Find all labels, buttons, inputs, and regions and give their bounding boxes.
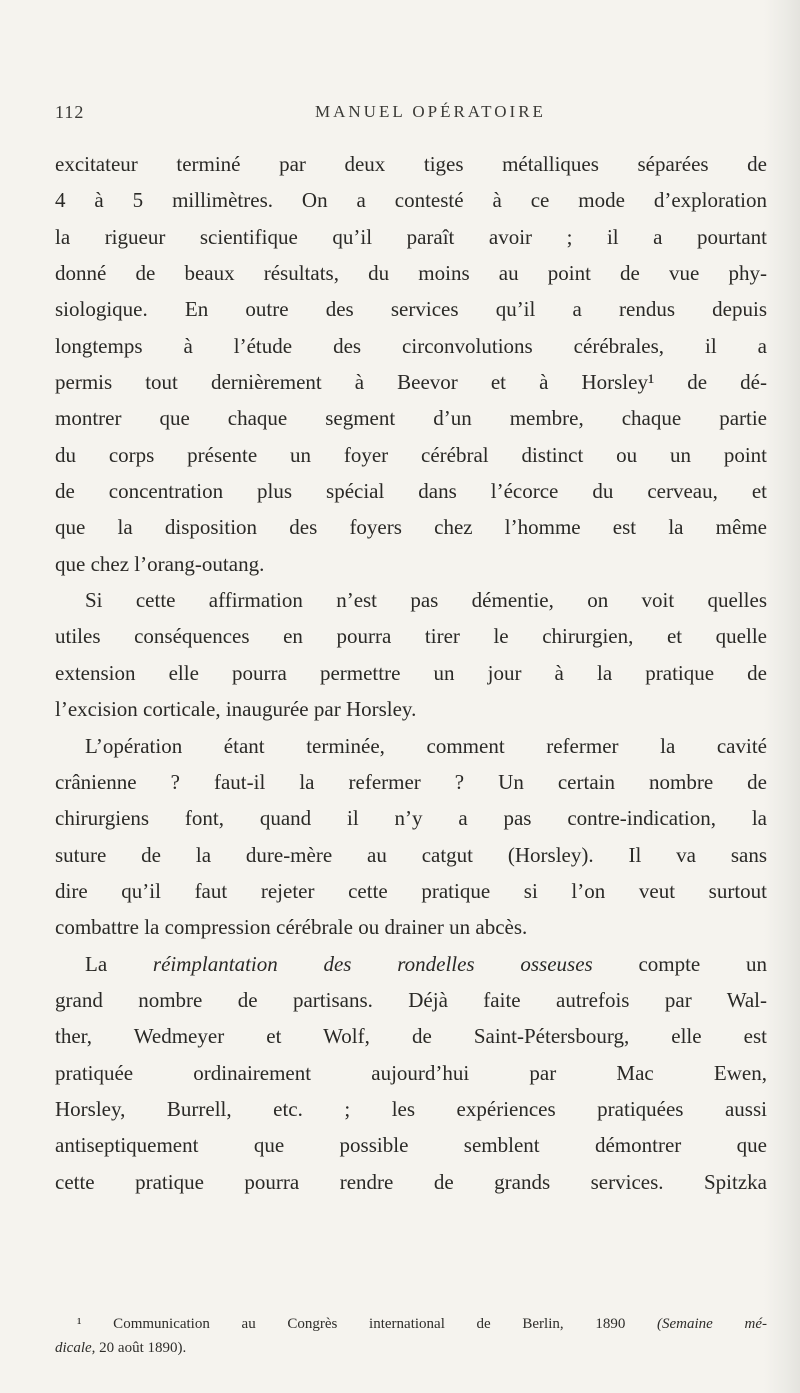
- text-line: que la disposition des foyers chez l’homme est la même: [55, 515, 767, 540]
- text-line: chirurgiens font, quand il n’y a pas contre-indication, la: [55, 806, 767, 831]
- footnote: [55, 1312, 767, 1360]
- text-line: ther, Wedmeyer et Wolf, de Saint-Pétersbourg, elle est: [55, 1024, 767, 1049]
- page-edge-shadow: [764, 0, 800, 1393]
- text-run: compte un: [638, 951, 767, 976]
- text-line: suture de la dure-mère au catgut (Horsley). Il va sans: [55, 842, 767, 867]
- text-line: que chez l’orang-outang.: [55, 551, 265, 576]
- text-line: Horsley, Burrell, etc. ; les expériences pratiquées aussi: [55, 1096, 767, 1121]
- page-number: 112: [55, 102, 85, 122]
- text-line: Si cette affirmation n’est pas démentie, on voit quelles: [85, 588, 767, 613]
- running-title: MANUEL OPÉRATOIRE: [315, 102, 546, 121]
- text-line: permis tout dernièrement à Beevor et à Horsley¹ de dé-: [55, 370, 767, 395]
- text-line: 4 à 5 millimètres. On a contesté à ce mode d’exploration: [55, 188, 767, 213]
- text-line: de concentration plus spécial dans l’écorce du cerveau, et: [55, 479, 767, 504]
- footnote-text: 20 août 1890).: [99, 1340, 187, 1356]
- text-line: longtemps à l’étude des circonvolutions cérébrales, il a: [55, 333, 767, 358]
- footnote-italic: dicale,: [55, 1340, 96, 1356]
- footnote-italic: (Semaine mé-: [657, 1316, 767, 1332]
- text-line: la rigueur scientifique qu’il paraît avoir ; il a pourtant: [55, 224, 767, 249]
- text-line: siologique. En outre des services qu’il a rendus depuis: [55, 297, 767, 322]
- text-line: donné de beaux résultats, du moins au point de vue phy-: [55, 261, 767, 286]
- text-line: du corps présente un foyer cérébral distinct ou un point: [55, 442, 767, 467]
- text-line: pratiquée ordinairement aujourd’hui par Mac Ewen,: [55, 1060, 767, 1085]
- footnote-line: [55, 1312, 767, 1336]
- text-line: crânienne ? faut-il la refermer ? Un certain nombre de: [55, 769, 767, 794]
- text-line: extension elle pourra permettre un jour à la pratique de: [55, 660, 767, 685]
- text-line: grand nombre de partisans. Déjà faite autrefois par Wal-: [55, 987, 767, 1012]
- text-line: l’excision corticale, inaugurée par Horsley.: [55, 697, 417, 722]
- text-line-with-italic: [55, 946, 767, 982]
- text-line: L’opération étant terminée, comment refermer la cavité: [85, 733, 767, 758]
- text-line: montrer que chaque segment d’un membre, chaque partie: [55, 406, 767, 431]
- text-line: excitateur terminé par deux tiges métalliques séparées de: [55, 152, 767, 176]
- footnote-text: ¹ Communication au Congrès international de Berlin, 1890: [77, 1316, 626, 1332]
- body-text: [55, 146, 767, 1200]
- running-head: [55, 102, 775, 130]
- text-run: La: [85, 951, 108, 976]
- footnote-line: [55, 1336, 767, 1360]
- text-line: cette pratique pourra rendre de grands services. Spitzka: [55, 1169, 767, 1194]
- text-line: utiles conséquences en pourra tirer le chirurgien, et quelle: [55, 624, 767, 649]
- text-line: combattre la compression cérébrale ou drainer un abcès.: [55, 915, 528, 940]
- text-line: dire qu’il faut rejeter cette pratique si l’on veut surtout: [55, 878, 767, 903]
- text-line: antiseptiquement que possible semblent démontrer que: [55, 1133, 767, 1158]
- italic-term: réimplantation des rondelles osseuses: [152, 951, 593, 976]
